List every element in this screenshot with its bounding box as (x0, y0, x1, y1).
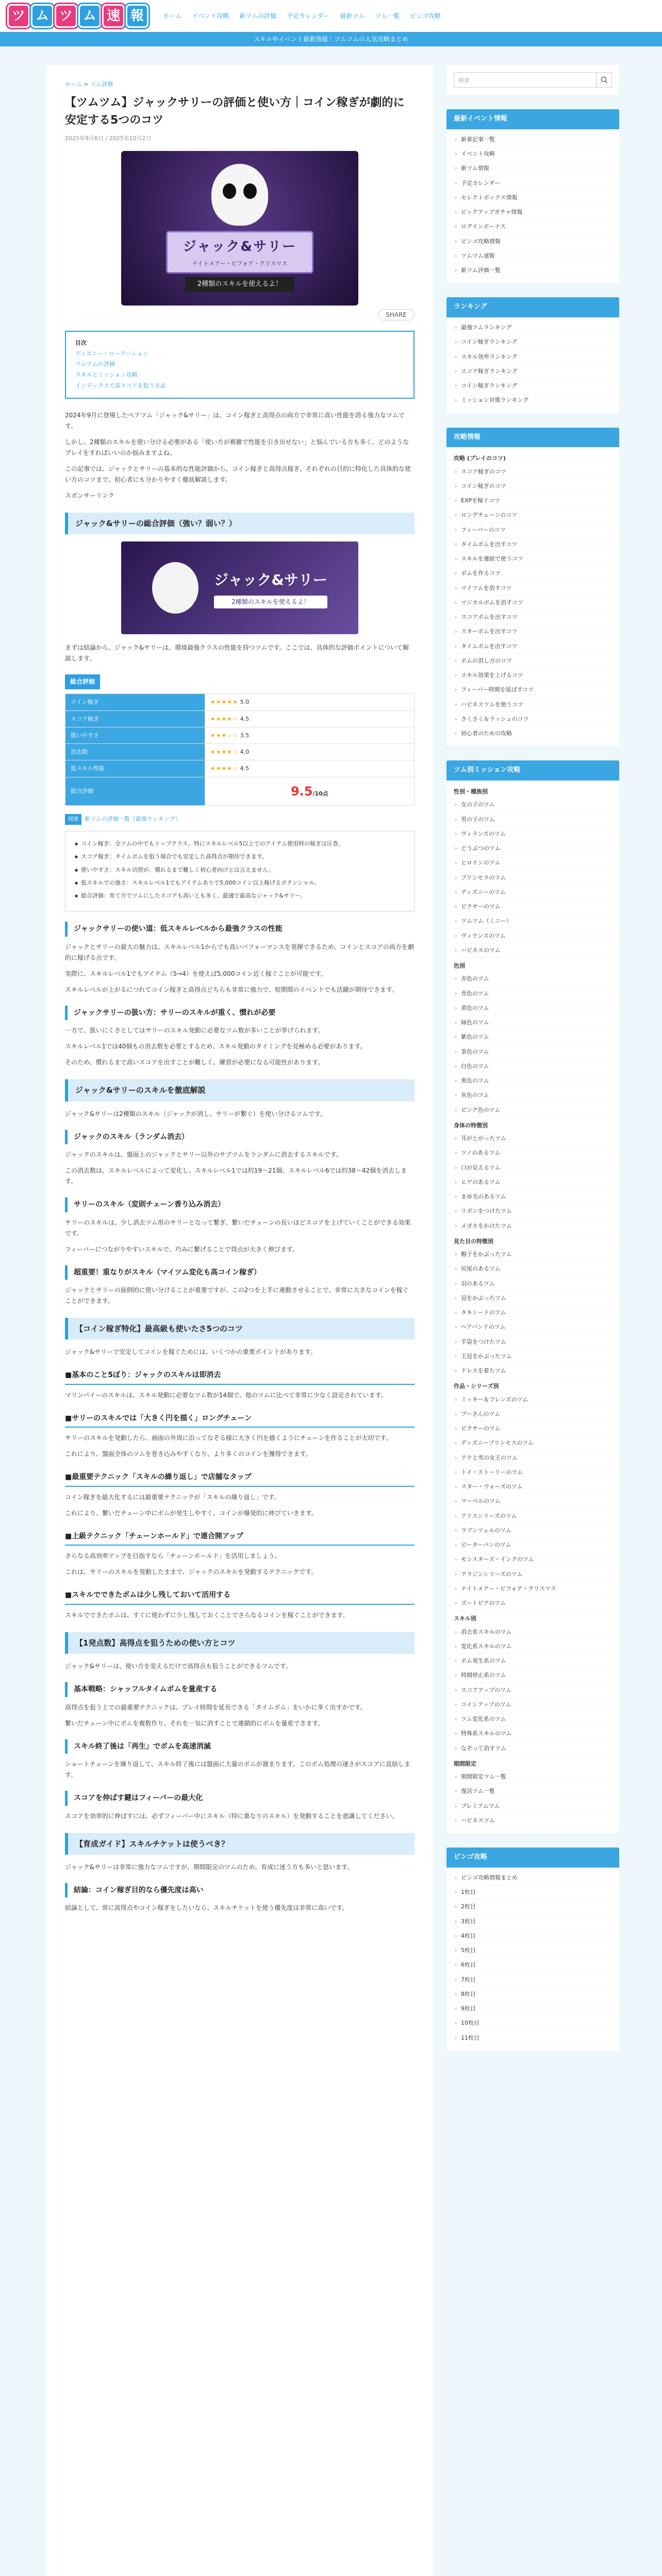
widget-title: 攻略情報 (446, 428, 619, 448)
sidebar-link[interactable]: › タイムボムを出すコツ (454, 639, 612, 654)
sidebar-link[interactable]: › 10枚目 (454, 2016, 612, 2030)
list-item: ● 総合評価：育て方でツムにしたスコアも高いとも多く、最適で最高なジャック&サリー。 (75, 891, 405, 901)
post-dates: 2025年9月6日 / 2025年10月2日 (65, 135, 152, 142)
list-item: ● 使いやすさ：スキル切替が、慣れるまで難しく初心者向けとは言えません。 (75, 865, 405, 875)
sidebar-link[interactable]: › 灰色のツム (454, 1088, 612, 1103)
sidebar-link[interactable]: › ヴィランズのツム (454, 827, 612, 841)
sidebar-link[interactable]: › 赤色のツム (454, 972, 612, 986)
sidebar-link[interactable]: › セレクトボックス情報 (454, 191, 612, 205)
sidebar-link[interactable]: › ディズニープリンセスのツム (454, 1436, 612, 1450)
sponsor-label: スポンサーリンク (65, 492, 114, 500)
share-button[interactable]: SHARE (378, 309, 415, 320)
sidebar-link[interactable]: › ツノのあるツム (454, 1146, 612, 1160)
sidebar-link[interactable]: › 緑色のツム (454, 1015, 612, 1030)
sidebar-link[interactable]: › 白色のツム (454, 1059, 612, 1074)
sidebar-link[interactable]: › 帽子をかぶったツム (454, 1247, 612, 1262)
sidebar-link[interactable]: › 消去系スキルのツム (454, 1625, 612, 1639)
widget-subhead: 性別・種族別 (454, 788, 488, 795)
sidebar-link[interactable]: › 新着記事一覧 (454, 132, 612, 147)
hero-name: ジャック&サリー (183, 239, 297, 255)
search-widget (446, 65, 619, 95)
sidebar-link[interactable]: › ハピネスツム (454, 1814, 612, 1828)
logo-char: ム (31, 4, 54, 28)
hero-sub: ナイトメアー・ビフォア・クリスマス (192, 260, 288, 267)
sidebar-link[interactable]: › ツム変化系のツム (454, 1712, 612, 1726)
subsection-heading: ■基本のこと5ぼり：ジャックのスキルは即消去 (65, 1368, 415, 1385)
nav-latest[interactable]: 最新ツム (340, 12, 365, 20)
widget-subhead: スキル別 (454, 1615, 476, 1622)
table-of-contents (65, 331, 415, 399)
event-widget (446, 109, 619, 283)
paragraph: 一方で、扱いにくさとしてはサリーのスキル発動に必要なツム数が多いことが挙げられます。 (65, 1027, 324, 1035)
sidebar-link[interactable]: › 耳がとがったツム (454, 1131, 612, 1146)
table-row (65, 710, 415, 727)
sidebar-link[interactable]: › プレミアムツム (454, 1799, 612, 1814)
nav-home[interactable]: ホーム (163, 12, 182, 20)
sidebar-link[interactable]: › ヴィランズのツム (454, 929, 612, 943)
sidebar-link[interactable]: › 初心者のための攻略 (454, 726, 612, 741)
eval-stars: ★★★★☆ 4.5 (205, 760, 414, 777)
sidebar-link[interactable]: › 茶色のツム (454, 1045, 612, 1059)
eval-stars: ★★★★☆ 4.5 (205, 710, 414, 727)
sidebar-link[interactable]: › 黒色のツム (454, 1074, 612, 1088)
sidebar-link[interactable]: › フィーバー時間を延ばすコツ (454, 683, 612, 697)
nav-tsum-list[interactable]: ツム一覧 (375, 12, 400, 20)
page-title: 【ツムツム】ジャックサリーの評価と使い方｜コイン稼ぎが劇的に安定する5つのコツ (65, 96, 405, 127)
share-area (65, 310, 415, 320)
sidebar-link[interactable]: › ツムツム（ミニー） (454, 914, 612, 928)
eval-table (65, 693, 415, 805)
intro-paragraph: 2024年9月に登場したペアツム「ジャック&サリー」は、コイン稼ぎと高得点の両方で非常に高い性能を誇る強力なツムです。 (65, 412, 405, 430)
paragraph: スキルレベル1では40個もの消去数を必要とするため、スキル発動のタイミングを見極める必要があります。 (65, 1043, 367, 1050)
widget-title: 最新イベント情報 (446, 109, 619, 129)
hero-skill: 2種類のスキルを使えるよ！ (185, 277, 294, 293)
sidebar-link[interactable]: › スコアボムを出すコツ (454, 610, 612, 624)
sidebar-link[interactable]: › さくさく＆ラッシュのコツ (454, 712, 612, 726)
sidebar-link[interactable]: › ハピネスのツム (454, 943, 612, 958)
eval-title: 総合評価 (65, 674, 100, 689)
paragraph: コイン稼ぎを最大化するには最重要テクニックが「スキルの繰り返し」です。 (65, 1493, 280, 1501)
sidebar-link[interactable]: › 紫色のツム (454, 1030, 612, 1044)
paragraph: さらなる高効率アップを目指すなら「チェーンホールド」を活用しましょう。 (65, 1552, 281, 1560)
sidebar-link[interactable]: › 尻尾のあるツム (454, 1262, 612, 1276)
sidebar-link[interactable]: › ピーターパンのツム (454, 1538, 612, 1552)
site-logo[interactable] (7, 3, 148, 29)
widget-title: ツム別ミッション攻略 (446, 760, 619, 781)
sidebar-link[interactable]: › ナイトメアー・ビフォア・クリスマス (454, 1582, 612, 1596)
sidebar-link[interactable]: › コイン稼ぎランキング (454, 379, 612, 393)
subsection-heading: ■上級テクニック「チェーンホールド」で連合開アップ (65, 1529, 415, 1546)
sidebar-link[interactable]: › 手袋をつけたツム (454, 1335, 612, 1349)
subsection-heading: 結論：コイン稼ぎ目的なら優先度は高い (65, 1883, 415, 1898)
logo-char: 報 (126, 4, 148, 28)
paragraph: 繋いだチェーン中にボムを複数作り、それを一気に消すことで連鎖的にボムを量産できます。 (65, 1719, 324, 1727)
list-item: ● スコア稼ぎ：タイムボムを狙う場合でも安定した高得点が期待できます。 (75, 852, 405, 861)
sidebar-link[interactable]: › ドレスを着たツム (454, 1364, 612, 1378)
sidebar-link[interactable]: › EXPを稼ぐコツ (454, 494, 612, 508)
table-row (65, 760, 415, 777)
eval-stars: ★★★☆☆ 3.5 (205, 727, 414, 743)
search-icon (601, 76, 608, 83)
toc-item[interactable]: インデックスで高スコアを狙う方法 (75, 382, 166, 389)
sidebar-link[interactable]: › 変化系スキルのツム (454, 1639, 612, 1654)
sidebar-link[interactable]: › スター・ウォーズのツム (454, 1480, 612, 1494)
paragraph: ジャックとサリーの最大の魅力は、スキルレベル1からでも高いパフォーマンスを発揮できるため、コインとスコアの両方を劇的に稼げる点です。 (65, 943, 415, 961)
related-link[interactable]: 関連 新ツムの評価一覧（最強ランキング） (65, 814, 415, 825)
eval-key: スコア稼ぎ (65, 710, 205, 727)
sidebar-link[interactable]: › 冠をかぶったツム (454, 1291, 612, 1306)
sidebar-link[interactable]: › 6枚目 (454, 1958, 612, 1972)
site-subtitle: スキルやイベント最新情報｜ツムツムの人気攻略まとめ (0, 32, 662, 46)
logo-char: 速 (102, 4, 125, 28)
image-sub: 2種類のスキルを使えるよ！ (214, 596, 327, 608)
hero-image (121, 151, 358, 306)
sidebar (446, 65, 619, 2576)
sidebar-link[interactable]: › 羽のあるツム (454, 1277, 612, 1291)
search-input[interactable]: 検索 (454, 72, 597, 88)
toc-item[interactable]: スキルとミッション攻略 (75, 371, 138, 379)
sidebar-link[interactable]: › ボムを作るコツ (454, 566, 612, 581)
sidebar-link[interactable]: › コイン稼ぎランキング (454, 335, 612, 349)
paragraph: そのため、慣れるまで高いスコアを出すことが難しく、練習が必要になる可能性があります。 (65, 1059, 324, 1066)
bingo-widget (446, 1848, 619, 2050)
table-row (65, 777, 415, 805)
subsection-heading: ■スキルでできたボムは少し残しておいて活用する (65, 1588, 415, 1605)
hero-banner (166, 231, 313, 274)
sidebar-link[interactable]: › 7枚目 (454, 1973, 612, 1987)
paragraph: ジャック&サリーは、使い方を変えるだけで高得点も狙うことができるツムです。 (65, 1663, 292, 1670)
sidebar-link[interactable]: › 最強ツムランキング (454, 320, 612, 335)
related-tag: 関連 (65, 814, 81, 825)
subsection-heading: ジャックサリーの扱い方：サリーのスキルが重く、慣れが必要 (65, 1006, 415, 1021)
section-heading: ジャック&サリーの総合評価（強い？弱い？） (65, 513, 415, 534)
sidebar-link[interactable]: › ピンク色のツム (454, 1103, 612, 1117)
nav-new-tsum[interactable]: 新ツムの評価 (239, 12, 277, 20)
sidebar-link[interactable]: › イベント攻略 (454, 147, 612, 161)
paragraph: サリーのスキルは、少し消去ツム用のサリーとなって繋ぎ、繋いだチェーンの長いほどスコアを上げていくことができる効果です。 (65, 1218, 411, 1237)
sidebar-link[interactable]: › 黄色のツム (454, 1001, 612, 1015)
strengths-box (65, 831, 415, 911)
widget-subhead: 作品・シリーズ別 (454, 1383, 499, 1390)
sidebar-link[interactable]: › スコア稼ぎランキング (454, 364, 612, 379)
eval-key: 扱いやすさ (65, 727, 205, 743)
character-image (121, 541, 358, 634)
sidebar-link[interactable]: › プーさんのツム (454, 1407, 612, 1421)
ranking-widget (446, 297, 619, 413)
sidebar-link[interactable]: › ビンゴ攻略情報まとめ (454, 1871, 612, 1885)
widget-subhead: 攻略 (プレイのコツ) (454, 455, 506, 462)
paragraph: 実際に、スキルレベル1でもアイテム（5→4）を使えば5,000コイン近く稼ぐことが可能です。 (65, 970, 327, 977)
sidebar-link[interactable]: › ミッション対策ランキング (454, 393, 612, 408)
jack-face-image (152, 562, 198, 614)
sidebar-link[interactable]: › 1枚目 (454, 1885, 612, 1900)
widget-subhead: 色別 (454, 962, 465, 969)
sidebar-link[interactable]: › 青色のツム (454, 987, 612, 1001)
sidebar-link[interactable]: › コインアップのツム (454, 1698, 612, 1712)
toc-title: 目次 (75, 339, 87, 346)
mission-widget (446, 760, 619, 1833)
section-heading: ジャック&サリーのスキルを徹底解説 (65, 1079, 415, 1101)
eval-key: コイン稼ぎ (65, 694, 205, 710)
sidebar-link[interactable]: › ビンゴ攻略情報 (454, 234, 612, 249)
paragraph: ジャック&サリーは2種類のスキル（ジャックが消し、サリーが繋ぐ）を使い分けるツムです。 (65, 1110, 327, 1117)
sidebar-link[interactable]: › 口が見えるツム (454, 1161, 612, 1175)
sidebar-link[interactable]: › 女の子のツム (454, 798, 612, 812)
sidebar-link[interactable]: › 2枚目 (454, 1900, 612, 1914)
sidebar-link[interactable]: › どうぶつのツム (454, 841, 612, 856)
sidebar-link[interactable]: › ロングチェーンのコツ (454, 508, 612, 522)
eval-key: 総合評価 (65, 777, 205, 805)
sidebar-link[interactable]: › マジカルボムを消すコツ (454, 596, 612, 610)
sidebar-link[interactable]: › ヒロインのツム (454, 856, 612, 870)
article (46, 65, 433, 2576)
jack-face-image (211, 164, 268, 226)
section-heading: 【1発点数】高得点を狙うための使い方とコツ (65, 1632, 415, 1654)
top-nav (159, 9, 445, 24)
sidebar-link[interactable]: › ミッキー＆フレンズのツム (454, 1393, 612, 1407)
section-heading: 【育成ガイド】スキルチケットは使うべき？ (65, 1833, 415, 1855)
paragraph: スコアを効率的に伸ばすには、必ずフィーバー中にスキル（特に重なりのスキル）を発動することを意識してください。 (65, 1812, 399, 1820)
sidebar-link[interactable]: › ツムツム速報 (454, 249, 612, 263)
sidebar-link[interactable]: › ディズニーのツム (454, 885, 612, 900)
sidebar-link[interactable]: › まゆ毛のあるツム (454, 1190, 612, 1204)
sidebar-link[interactable]: › モンスターズ・インクのツム (454, 1552, 612, 1567)
nav-bingo[interactable]: ビンゴ攻略 (410, 12, 441, 20)
breadcrumb-home[interactable]: ホーム (65, 81, 82, 88)
sidebar-link[interactable]: › 新ツム情報 (454, 161, 612, 176)
sidebar-link[interactable]: › 王冠をかぶったツム (454, 1349, 612, 1364)
sidebar-link[interactable]: › アナと雪の女王のツム (454, 1451, 612, 1465)
sidebar-link[interactable]: › 男の子のツム (454, 812, 612, 827)
sidebar-link[interactable]: › 4枚目 (454, 1929, 612, 1943)
logo-char: ツ (55, 4, 77, 28)
logo-char: ム (78, 4, 101, 28)
widget-subhead: 期間限定 (454, 1760, 476, 1767)
sidebar-link[interactable]: › スターボムを出すコツ (454, 624, 612, 639)
nav-calendar[interactable]: 予定カレンダー (287, 12, 330, 20)
intro-paragraph: しかし、2種類のスキルを使い分ける必要がある「使い方が複雑で性能を引き出せない」と悩んでいる方も多く、どのようなプレイをすればいいのか悩みますよね。 (65, 438, 409, 457)
sidebar-link[interactable]: › 時間停止系のツム (454, 1668, 612, 1683)
breadcrumb-category[interactable]: ツム評価 (90, 81, 113, 88)
sidebar-link[interactable]: › スキル効率ランキング (454, 350, 612, 364)
sidebar-link[interactable]: › アリスシリーズのツム (454, 1509, 612, 1523)
sidebar-link[interactable]: › なぞって消すツム (454, 1741, 612, 1756)
sidebar-link[interactable]: › マイツムを消すコツ (454, 581, 612, 596)
image-name: ジャック&サリー (214, 571, 327, 589)
intro-paragraph: この記事では、ジャックとサリーの基本的な性能評価から、コイン稼ぎと高得点稼ぎ、それぞれの目的に特化した具体的な使い方のコツまで、初心者にも分かりやすく徹底解説します。 (65, 465, 411, 484)
list-item: ● コイン稼ぎ：全ツムの中でもトップクラス。特にスキルレベル5以上でのアイテム使用時の稼ぎは圧巻。 (75, 839, 405, 849)
paragraph: スキルでできたボムは、すぐに使わずに少し残しておくことでさらなるコインを稼ぐことができます。 (65, 1611, 349, 1619)
sidebar-link[interactable]: › コイン稼ぎのコツ (454, 479, 612, 494)
sidebar-link[interactable]: › スキル効果を上げるコツ (454, 668, 612, 683)
sidebar-link[interactable]: › ボムの消し方のコツ (454, 654, 612, 668)
paragraph: ショートチェーンを繰り返して、スキル終了後には盤面に大量のボムが溜まります。このボム処理の速さがスコアに直結します。 (65, 1760, 410, 1779)
logo-char: ツ (7, 4, 30, 28)
subsection-heading: ジャックのスキル（ランダム消去） (65, 1130, 415, 1145)
paragraph: ジャック&サリーは非常に強力なツムですが、期間限定のツムのため、育成に迷う方も多いと思います。 (65, 1863, 354, 1871)
sidebar-link[interactable]: › 特殊系スキルのツム (454, 1726, 612, 1741)
toc-item[interactable]: ディズニー・ローテーション (75, 350, 148, 357)
sidebar-link[interactable]: › ピクサーのツム (454, 1421, 612, 1436)
nav-event[interactable]: イベント攻略 (192, 12, 229, 20)
sidebar-link[interactable]: › スキルを連続で使うコツ (454, 552, 612, 566)
subsection-heading: スキル終了後は「再生」でボムを高速消滅 (65, 1739, 415, 1754)
paragraph: まずは結論から、ジャック&サリーは、環境最強クラスの性能を持つツムです。ここでは、具体的な評価ポイントについて解説します。 (65, 644, 409, 663)
basic-widget (446, 428, 619, 747)
paragraph: フィーバーにつながりやすいスキルで、巧みに繋げることで得点が大きく伸びます。 (65, 1245, 299, 1253)
sidebar-link[interactable]: › プリンセスのツム (454, 871, 612, 885)
eval-key: 低スキル性能 (65, 760, 205, 777)
widget-subhead: 見た目の特徴別 (454, 1238, 493, 1245)
toc-item[interactable]: ツムツムの評価 (75, 361, 115, 368)
paragraph: ジャックとサリーの面倒的に使い分けることが重要ですが、この2つを上手に連動させることで、非常に大きなコインを稼ぐことができます。 (65, 1286, 409, 1305)
sidebar-link[interactable]: › ヒゲのあるツム (454, 1175, 612, 1190)
subsection-heading: ジャックサリーの使い道：低スキルレベルから最強クラスの性能 (65, 922, 415, 937)
paragraph: サリーのスキルを発動したら、画面の外周に沿ってなぞる様に大きく円を描くようにチェーンを作ることが大切です。 (65, 1434, 392, 1442)
breadcrumb: ホーム > ツム評価 (65, 81, 113, 88)
paragraph: これにより、繋いだチェーン中にボムが発生しやすく、コインが爆発的に伸びていきます。 (65, 1509, 318, 1517)
paragraph: ジャックのスキルは、盤面上のジャックとサリー以外のサブツムをランダムに消去するスキルです。 (65, 1151, 342, 1159)
table-row (65, 727, 415, 743)
sidebar-link[interactable]: › 5枚目 (454, 1943, 612, 1958)
paragraph: スキルレベルが上がるにつれてコイン稼ぎと高得点どちらも非常に強力で、短期間のイベントでも活躍が期待できます。 (65, 986, 398, 993)
sidebar-link[interactable]: › ヘアバンドのツム (454, 1320, 612, 1334)
sidebar-link[interactable]: › アラジンシリーズのツム (454, 1567, 612, 1582)
site-header (0, 0, 662, 32)
sidebar-link[interactable]: › フィーバーのコツ (454, 523, 612, 537)
sidebar-link[interactable]: › トイ・ストーリーのツム (454, 1465, 612, 1480)
sidebar-link[interactable]: › スコア稼ぎのコツ (454, 465, 612, 479)
subsection-heading: ■サリーのスキルでは「大きく円を描く」ロングチェーン (65, 1411, 415, 1428)
sidebar-link[interactable]: › 予定カレンダー (454, 176, 612, 191)
section-heading: 【コイン稼ぎ特化】最高級も使いたさ5つのコツ (65, 1318, 415, 1340)
search-button[interactable] (597, 72, 612, 88)
subsection-heading: サリーのスキル（変則チェーン香り込み消去） (65, 1197, 415, 1212)
sidebar-link[interactable]: › タキシードのツム (454, 1306, 612, 1320)
sidebar-link[interactable]: › タイムボムを出すコツ (454, 537, 612, 552)
widget-subhead: 身体の特徴別 (454, 1122, 488, 1129)
sidebar-link[interactable]: › メガネをかけたツム (454, 1219, 612, 1233)
sidebar-link[interactable]: › 復活ツム一覧 (454, 1784, 612, 1799)
subsection-heading: ■最重要テクニック「スキルの繰り返し」で店舗なタップ (65, 1470, 415, 1487)
overall-score: 9.5/10点 (205, 777, 414, 805)
table-row (65, 744, 415, 760)
sidebar-link[interactable]: › 8枚目 (454, 1987, 612, 2002)
sidebar-link[interactable]: › ボム発生系のツム (454, 1654, 612, 1668)
sidebar-link[interactable]: › ズートピアのツム (454, 1596, 612, 1611)
sidebar-link[interactable]: › 期間限定ツム一覧 (454, 1770, 612, 1784)
sidebar-link[interactable]: › ピックアップガチャ情報 (454, 205, 612, 219)
sidebar-link[interactable]: › 新ツム評価一覧 (454, 263, 612, 278)
paragraph: これは、サリーのスキルを発動したままで、ジャックのスキルを発動するテクニックです。 (65, 1568, 318, 1576)
paragraph: これにより、盤面全体のツムを巻き込みやすくなり、より多くのコインを獲得できます。 (65, 1450, 312, 1458)
widget-title: ビンゴ攻略 (446, 1848, 619, 1868)
sidebar-link[interactable]: › スコアアップのツム (454, 1683, 612, 1698)
paragraph: ジャック&サリーで安定してコインを稼ぐためには、いくつかの重要ポイントがあります。 (65, 1348, 317, 1356)
paragraph: 結論として、常に高得点やコイン稼ぎをしたいなら、スキルチケットを使う優先度は非常に高いです。 (65, 1904, 349, 1912)
widget-title: ランキング (446, 297, 619, 317)
sidebar-link[interactable]: › ピクサーのツム (454, 900, 612, 914)
list-item: ● 低スキルでの強さ：スキルレベル1でもアイテムありで5,000コイン以上稼げるポテンシャル。 (75, 878, 405, 888)
sidebar-link[interactable]: › リボンをつけたツム (454, 1204, 612, 1218)
paragraph: 高得点を狙う上での最重要テクニックは、プレイ時間を延長できる「タイムボム」をいかに多く出すかです。 (65, 1703, 367, 1711)
paragraph: この消去数は、スキルレベルによって変化し、スキルレベル1では約19〜21個、スキルレベル6では約38〜42個を消去します。 (65, 1167, 407, 1185)
table-row (65, 694, 415, 710)
eval-stars: ★★★★☆ 4.0 (205, 744, 414, 760)
subsection-heading: 超重要！重なりがスキル（マイツム変化も高コイン稼ぎ） (65, 1265, 415, 1280)
sidebar-link[interactable]: › ログインボーナス (454, 219, 612, 234)
sidebar-link[interactable]: › 11枚目 (454, 2031, 612, 2045)
paragraph: マリンパイーのスキルは、スキル発動に必要なツム数が14個で、他のツムに比べて非常に少なく設定されています。 (65, 1391, 387, 1399)
sidebar-link[interactable]: › 3枚目 (454, 1914, 612, 1929)
eval-stars: ★★★★★ 5.0 (205, 694, 414, 710)
sidebar-link[interactable]: › マーベルのツム (454, 1494, 612, 1509)
sidebar-link[interactable]: › 9枚目 (454, 2002, 612, 2016)
subsection-heading: 基本戦略：シャッフルタイムボムを量産する (65, 1682, 415, 1697)
eval-key: 消去数 (65, 744, 205, 760)
sidebar-link[interactable]: › ハピネスツムを使うコツ (454, 698, 612, 712)
subsection-heading: スコアを伸ばす鍵はフィーバーの最大化 (65, 1791, 415, 1806)
sidebar-link[interactable]: › ラプンツェルのツム (454, 1523, 612, 1538)
